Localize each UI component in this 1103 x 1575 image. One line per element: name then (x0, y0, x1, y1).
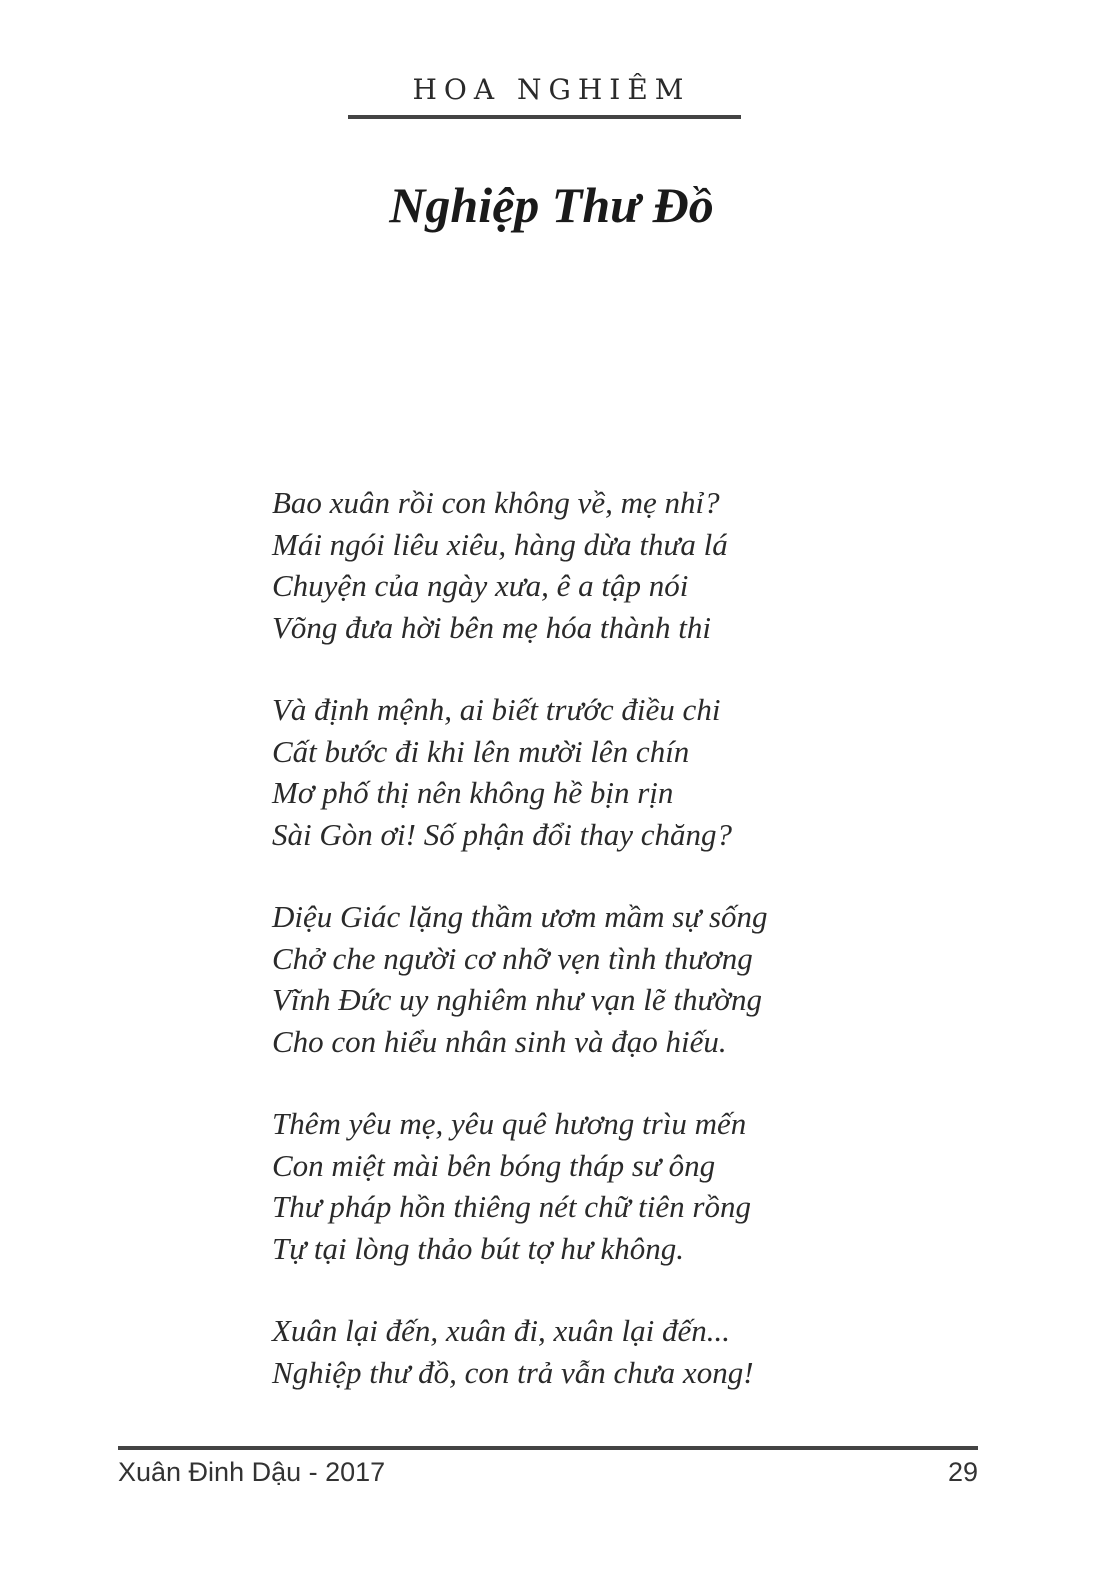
poem-line: Và định mệnh, ai biết trước điều chi (272, 692, 721, 727)
poem-line: Thêm yêu mẹ, yêu quê hương trìu mến (272, 1106, 747, 1141)
poem-line: Cất bước đi khi lên mười lên chín (272, 733, 690, 769)
section-title: HOA NGHIÊM (412, 73, 691, 106)
poem-line: Cho con hiểu nhân sinh và đạo hiếu. (272, 1023, 727, 1059)
header-divider (348, 115, 741, 119)
poem-line: Con miệt mài bên bóng tháp sư ông (272, 1147, 716, 1183)
footer-publication: Xuân Đinh Dậu - 2017 (118, 1457, 386, 1487)
poem-line: Mái ngói liêu xiêu, hàng dừa thưa lá (272, 526, 728, 562)
poem-line: Diệu Giác lặng thầm ươm mầm sự sống (272, 899, 768, 934)
stanza (272, 1310, 892, 1393)
poem-line: Tự tại lòng thảo bút tợ hư không. (272, 1230, 685, 1266)
stanza (272, 1103, 892, 1269)
stanza (272, 689, 892, 855)
poem-line: Võng đưa hời bên mẹ hóa thành thi (272, 609, 711, 645)
poem-line: Bao xuân rồi con không về, mẹ nhỉ? (272, 485, 720, 520)
poem-line: Xuân lại đến, xuân đi, xuân lại đến... (272, 1313, 731, 1348)
poem-line: Vĩnh Đức uy nghiêm như vạn lẽ thường (272, 982, 762, 1017)
page-number: 29 (947, 1457, 978, 1487)
poem-title: Nghiệp Thư Đồ (389, 177, 714, 233)
stanza (272, 482, 892, 648)
poem-line: Chở che người cơ nhỡ vẹn tình thương (272, 940, 753, 976)
stanza (272, 896, 892, 1062)
poem-body (272, 482, 892, 1434)
poem-line: Chuyện của ngày xưa, ê a tập nói (272, 568, 689, 603)
poem-line: Thư pháp hồn thiêng nét chữ tiên rồng (272, 1189, 751, 1224)
poem-line: Mơ phố thị nên không hề bịn rịn (272, 775, 674, 810)
poem-line: Nghiệp thư đồ, con trả vẫn chưa xong! (272, 1354, 754, 1390)
running-header (0, 70, 1103, 110)
poem-line: Sài Gòn ơi! Số phận đổi thay chăng? (272, 816, 732, 852)
footer-divider (118, 1446, 978, 1450)
